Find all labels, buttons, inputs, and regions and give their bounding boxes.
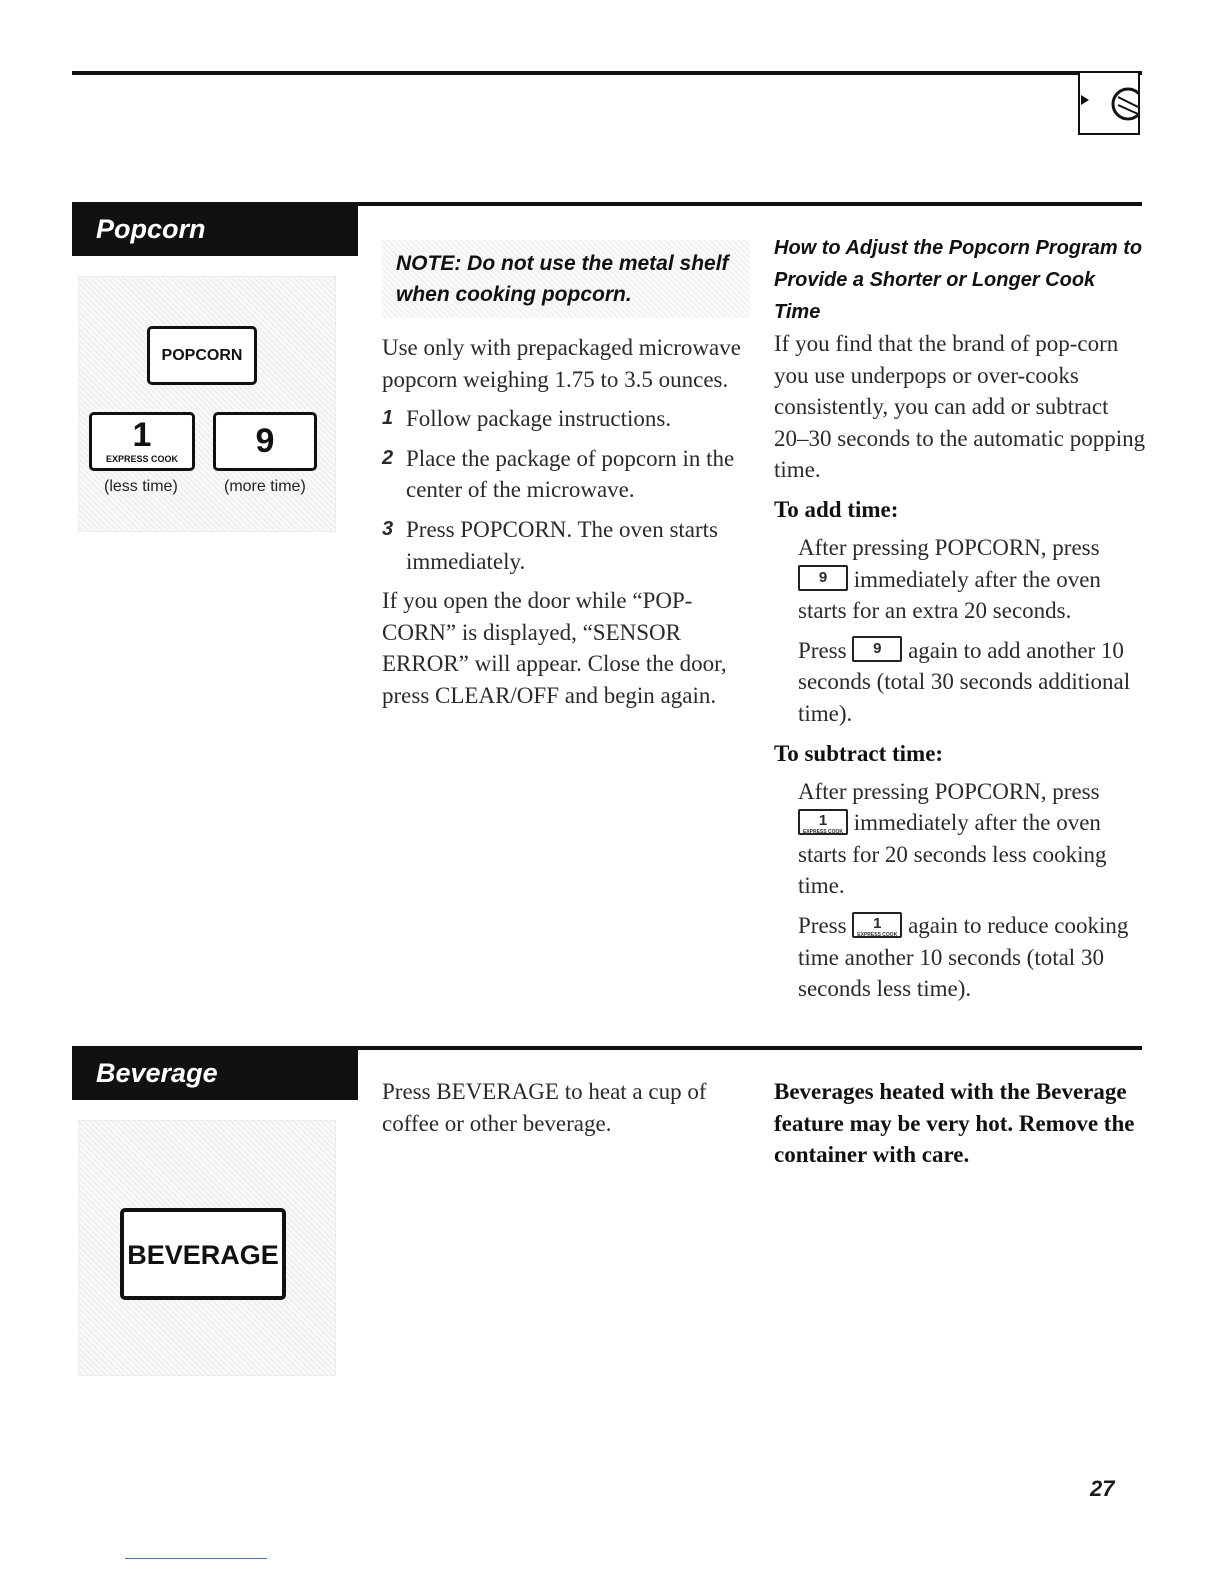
add-time-paragraph-1 <box>798 532 1146 627</box>
express-cook-1-key <box>89 412 195 471</box>
door-open-text: If you open the door while “POP-CORN” is displayed, “SENSOR ERROR” will appear. Close the door, press CLEAR/OFF and begin again. <box>382 588 727 708</box>
inline-key-1-number: 1 <box>873 914 882 932</box>
add-time-paragraph-2 <box>798 635 1146 730</box>
sub-p2-post: again to reduce cooking time another 10 seconds (total 30 seconds less time). <box>798 912 1129 1002</box>
key-9-number: 9 <box>255 422 275 460</box>
sub-p2-pre: Press <box>798 912 847 938</box>
add-p2-post: again to add another 10 seconds (total 30 seconds additional time). <box>798 637 1131 726</box>
microwave-feature-icon <box>1078 73 1140 135</box>
inline-key-1-sublabel: EXPRESS COOK <box>857 931 898 938</box>
beverage-tab-label: Beverage <box>96 1058 218 1088</box>
inline-key-1 <box>798 809 848 835</box>
popcorn-middle-column <box>382 240 750 720</box>
popcorn-tab-label: Popcorn <box>96 214 206 244</box>
less-time-caption: (less time) <box>104 478 178 495</box>
inline-key-1 <box>852 912 902 938</box>
more-time-caption: (more time) <box>224 478 306 495</box>
inline-key-1-sublabel: EXPRESS COOK <box>802 828 843 835</box>
step-text: Press POPCORN. The oven starts immediately. <box>406 516 719 574</box>
inline-key-9-number: 9 <box>873 640 882 658</box>
popcorn-adjust-column <box>774 232 1146 1013</box>
inline-key-1-number: 1 <box>818 811 828 829</box>
subtract-time-paragraph-2 <box>798 910 1146 1005</box>
add-p2-pre: Press <box>798 637 847 663</box>
adjust-heading: How to Adjust the Popcorn Program to Provide a Shorter or Longer Cook Time <box>774 237 1143 323</box>
beverage-warning: Beverages heated with the Beverage feature may be very hot. Remove the container with care. <box>774 1079 1135 1168</box>
step-text: Follow package instructions. <box>406 406 672 432</box>
page-number: 27 <box>1090 1476 1115 1501</box>
number-9-key <box>213 412 317 471</box>
top-rule <box>72 71 1142 75</box>
popcorn-key <box>147 326 257 385</box>
sub-p1-post: immediately after the oven starts for 20 seconds less cooking time. <box>798 810 1107 899</box>
step-number: 1 <box>382 407 394 430</box>
add-time-heading: To add time: <box>774 496 899 522</box>
beverage-key <box>120 1208 286 1300</box>
popcorn-key-label: POPCORN <box>161 347 243 364</box>
beverage-key-label: BEVERAGE <box>127 1240 279 1270</box>
inline-key-9-number: 9 <box>818 569 828 587</box>
add-p1-post: immediately after the oven starts for an extra 20 seconds. <box>798 566 1101 624</box>
beverage-section-tab <box>72 1046 358 1100</box>
subtract-time-heading: To subtract time: <box>774 740 944 766</box>
popcorn-intro: Use only with prepackaged microwave popcorn weighing 1.75 to 3.5 ounces. <box>382 335 741 392</box>
inline-key-9 <box>852 636 902 662</box>
add-p1-pre: After pressing POPCORN, press <box>798 534 1100 560</box>
inline-key-9 <box>798 565 848 591</box>
footer-rule <box>125 1558 267 1559</box>
popcorn-step-1 <box>382 403 750 435</box>
popcorn-step-2 <box>382 443 750 506</box>
popcorn-section-tab <box>72 202 358 256</box>
key-1-sublabel: EXPRESS COOK <box>105 454 179 464</box>
metal-shelf-note: NOTE: Do not use the metal shelf when cooking popcorn. <box>382 240 750 318</box>
step-number: 2 <box>382 446 394 469</box>
adjust-intro: If you find that the brand of pop-corn you use underpops or over-cooks consistently, you can add or subtract 20–30 seconds to the automatic popping time. <box>774 331 1146 483</box>
key-1-number: 1 <box>132 416 152 454</box>
popcorn-step-3 <box>382 514 750 577</box>
sub-p1-pre: After pressing POPCORN, press <box>798 778 1100 804</box>
subtract-time-paragraph-1 <box>798 776 1146 902</box>
beverage-instructions: Press BEVERAGE to heat a cup of coffee or other beverage. <box>382 1079 707 1136</box>
step-text: Place the package of popcorn in the center of the microwave. <box>406 445 735 503</box>
step-number: 3 <box>382 517 394 540</box>
